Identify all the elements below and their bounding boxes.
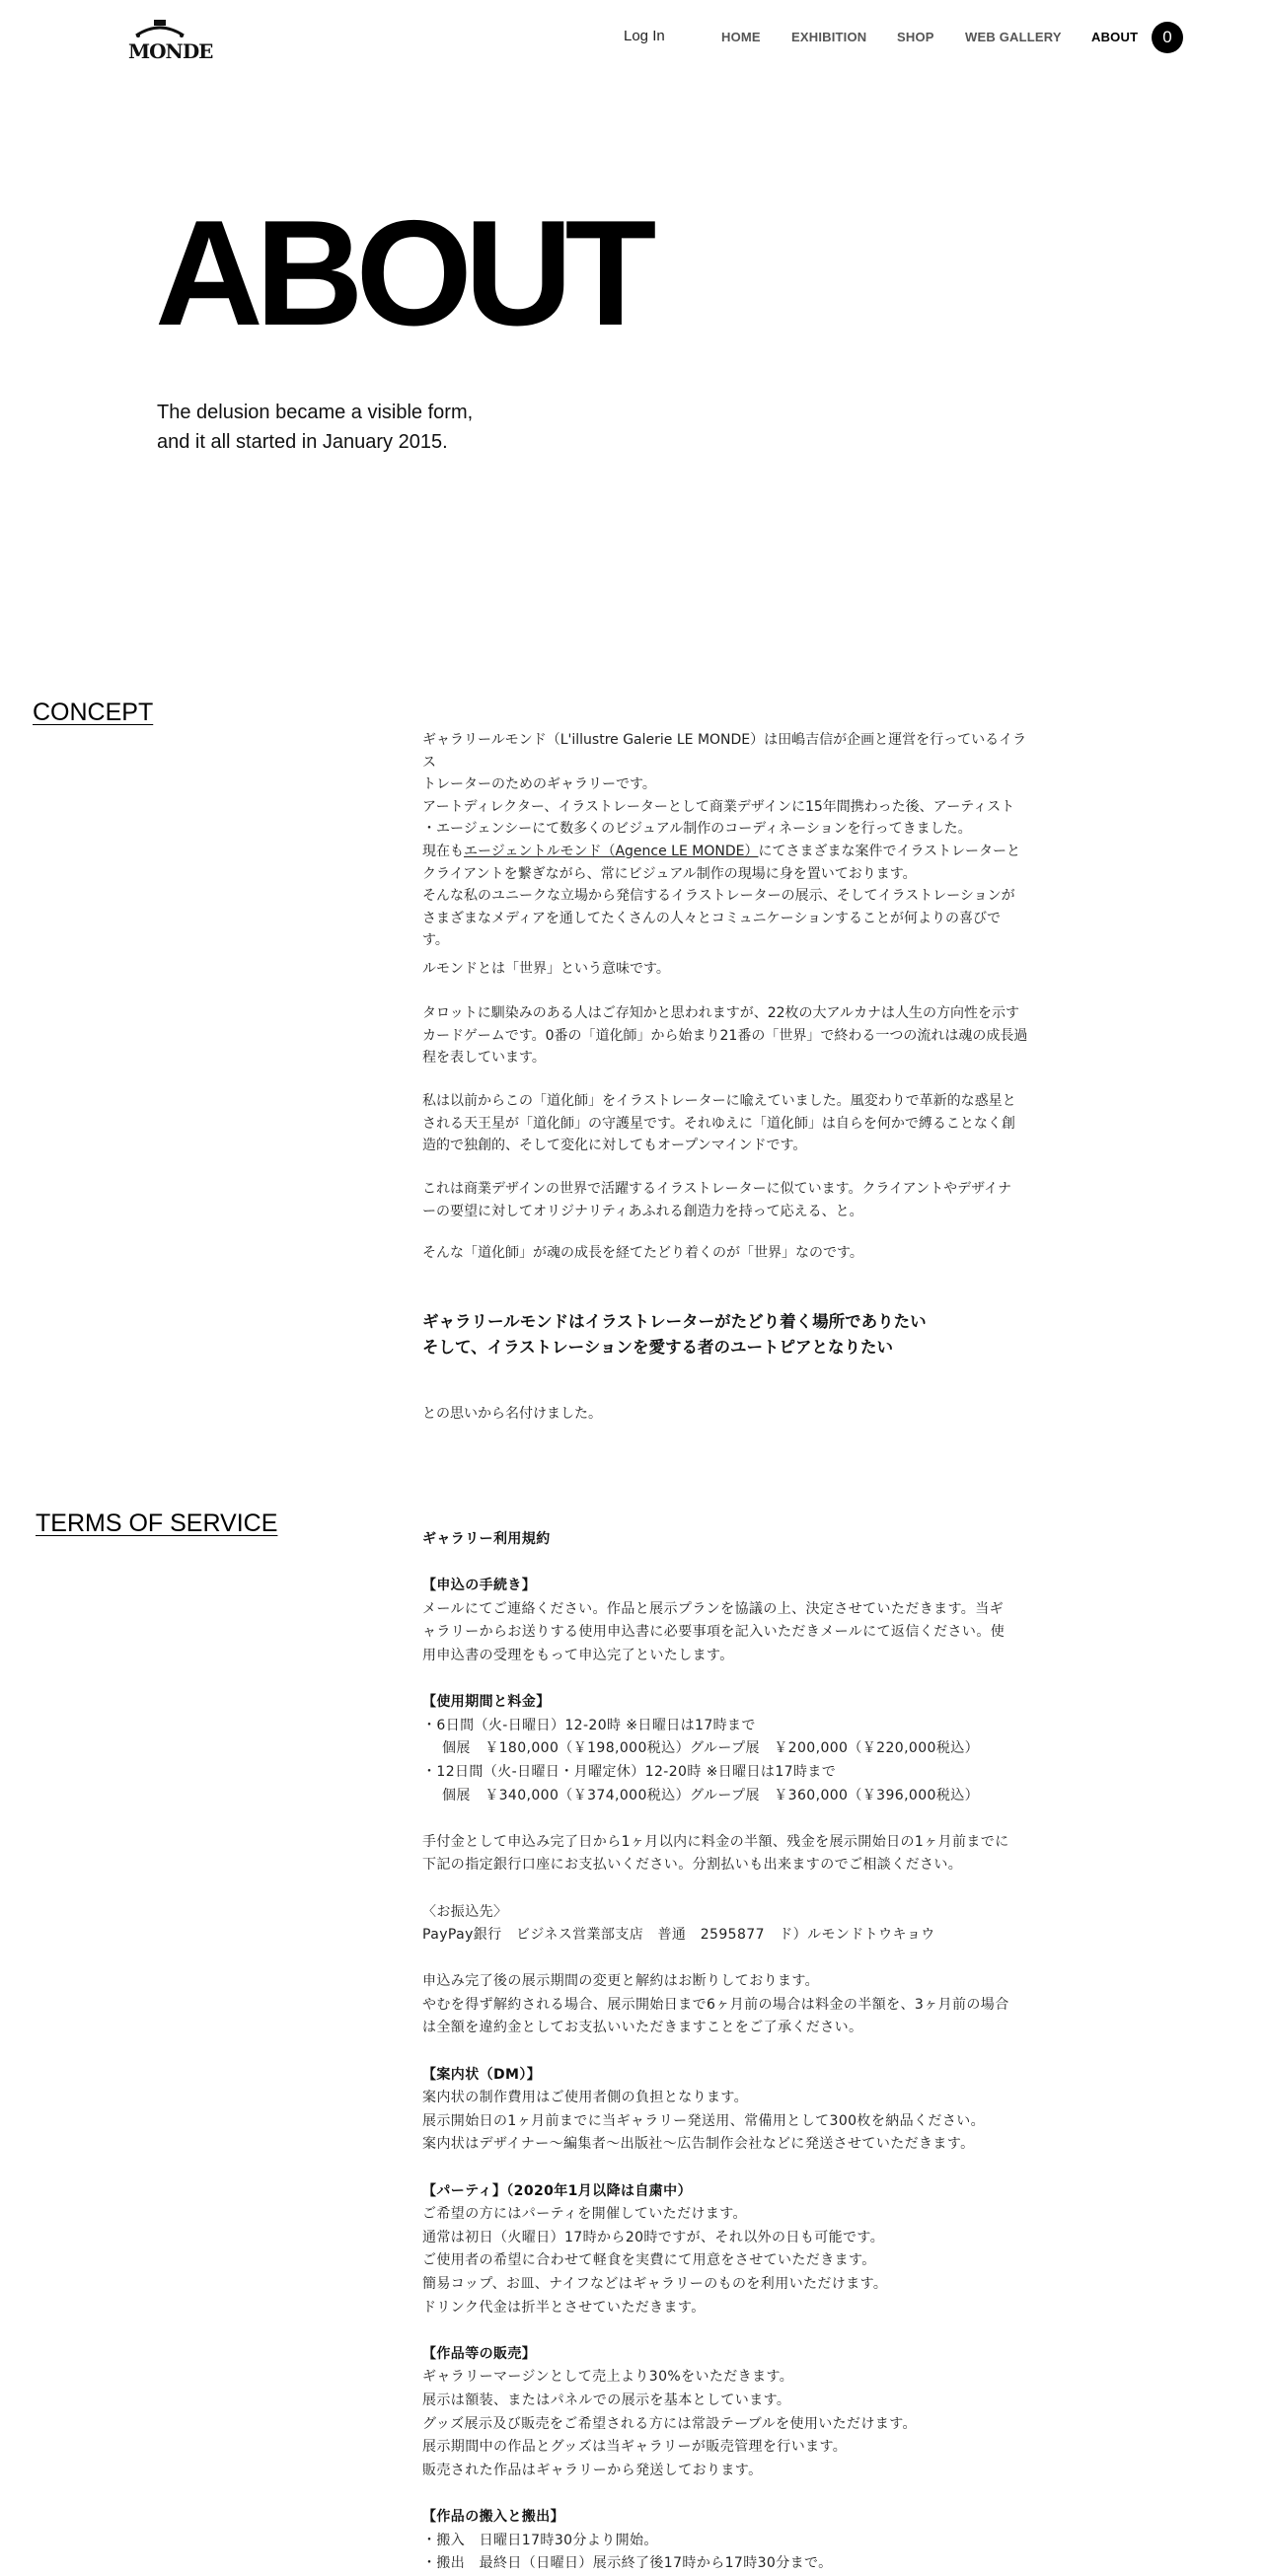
text-line: 展示は額装、またはパネルでの展示を基本としています。 [422, 2392, 791, 2408]
terms-heading: TERMS OF SERVICE [36, 1509, 278, 1537]
text-line: 個展 ￥180,000（￥198,000税込）グループ展 ￥200,000（￥220,000税込） [442, 1740, 980, 1757]
text-line: 展示開始日の1ヶ月前までに当ギャラリー発送用、常備用として300枚を納品ください。 [422, 2112, 986, 2129]
page-title: ABOUT [155, 189, 649, 357]
logo-emblem-icon [128, 18, 191, 39]
text-line: 通常は初日（火曜日）17時から20時ですが、それ以外の日も可能です。 [422, 2229, 885, 2245]
text-line: これは商業デザインの世界で活躍するイラストレーターに似ています。クライアントやデザイナ [422, 1181, 1012, 1197]
text-line: される天王星が「道化師」の守護星です。それゆえに「道化師」は自らを何かで縛ることなく創 [422, 1115, 1015, 1132]
terms-title: ギャラリー利用規約 [422, 1531, 551, 1547]
concept-paragraph [422, 1002, 1029, 1069]
nav-shop[interactable]: SHOP [897, 30, 934, 44]
text-line: タロットに馴染みのある人はご存知かと思われますが、22枚の大アルカナは人生の方向性を示す [422, 1005, 1019, 1021]
text-line: 用申込書の受理をもって申込完了といたします。 [422, 1647, 734, 1663]
text-line: ャラリーからお送りする使用申込書に必要事項を記入いただきメールにて返信ください。使 [422, 1624, 1006, 1641]
concept-paragraph [422, 1090, 1029, 1157]
hero-subtitle-line: and it all started in January 2015. [157, 431, 448, 453]
text-line: 案内状はデザイナー〜編集者〜出版社〜広告制作会社などに発送させていただきます。 [422, 2136, 975, 2153]
text-line: クライアントを繋ぎながら、常にビジュアル制作の現場に身を置いております。 [422, 865, 917, 882]
site-logo[interactable] [128, 18, 213, 67]
text-line: ギャラリールモンド（L'illustre Galerie LE MONDE）は田嶋吉信が企画と運営を行っているイラス [422, 732, 1027, 771]
concept-catchphrase [422, 1309, 1029, 1361]
text-line: ギャラリールモンドはイラストレーターがたどり着く場所でありたい [422, 1312, 927, 1331]
text-line: ご使用者の希望に合わせて軽食を実費にて用意をさせていただきます。 [422, 2252, 876, 2269]
text-line: 手付金として申込み完了日から1ヶ月以内に料金の半額、残金を展示開始日の1ヶ月前までに [422, 1833, 1009, 1850]
text-line: そんな「道化師」が魂の成長を経てたどり着くのが「世界」なのです。 [422, 1245, 863, 1261]
nav-home[interactable]: HOME [721, 30, 761, 44]
concept-intro [422, 729, 1029, 952]
text-line: 案内状の制作費用はご使用者側の負担となります。 [422, 2090, 749, 2106]
text-line: 程を表しています。 [422, 1050, 546, 1067]
terms-section-title: 【作品の搬入と搬出】 [422, 2508, 564, 2525]
text-span: にてさまざまな案件でイラストレーターと [758, 843, 1021, 859]
text-line: そんな私のユニークな立場から発信するイラストレーターの展示、そしてイラストレーションが [422, 888, 1015, 905]
text-span: 現在も [422, 843, 464, 859]
text-line: ・搬出 最終日（日曜日）展示終了後17時から17時30分まで。 [422, 2555, 833, 2572]
nav-web-gallery[interactable]: WEB GALLERY [965, 30, 1062, 44]
text-line: ・6日間（火-日曜日）12-20時 ※日曜日は17時まで [422, 1717, 756, 1733]
nav-about[interactable]: ABOUT [1091, 30, 1139, 44]
text-line: 簡易コップ、お皿、ナイフなどはギャラリーのものを利用いただけます。 [422, 2276, 888, 2292]
agence-le-monde-link[interactable]: エージェントルモンド（Agence LE MONDE） [464, 843, 759, 859]
cart-button[interactable] [1152, 22, 1183, 53]
logo-text: MONDE [128, 39, 213, 63]
text-line: さまざまなメディアを通してたくさんの人々とコミュニケーションすることが何よりの喜びで [422, 910, 1002, 926]
hero-subtitle [157, 398, 473, 457]
text-line: ーの要望に対してオリジナリティあふれる創造力を持って応える、と。 [422, 1203, 863, 1219]
text-line: 販売された作品はギャラリーから発送しております。 [422, 2462, 763, 2478]
text-line: PayPay銀行 ビジネス営業部支店 普通 2595877 ド）ルモンドトウキョウ [422, 1927, 935, 1944]
text-line: ・搬入 日曜日17時30分より開始。 [422, 2532, 658, 2548]
text-line: トレーターのためのギャラリーです。 [422, 776, 656, 793]
terms-section-title: 【作品等の販売】 [422, 2345, 537, 2362]
text-line: カードゲームです。0番の「道化師」から始まり21番の「世界」で終わる一つの流れは魂の成長過 [422, 1027, 1028, 1044]
text-line: やむを得ず解約される場合、展示開始日まで6ヶ月前の場合は料金の半額を、3ヶ月前の場合 [422, 1996, 1009, 2013]
text-line: ルモンドとは「世界」という意味です。 [422, 961, 670, 977]
terms-body [422, 1528, 1044, 2576]
concept-heading: CONCEPT [33, 699, 154, 726]
text-line: メールにてご連絡ください。作品と展示プランを協議の上、決定させていただきます。当ギ [422, 1600, 1004, 1617]
text-line: グッズ展示及び販売をご希望される方には常設テーブルを使用いただけます。 [422, 2415, 917, 2432]
concept-paragraph [422, 1242, 1029, 1265]
text-line: 〈お振込先〉 [422, 1903, 508, 1920]
cart-count: 0 [1162, 28, 1172, 46]
terms-section-title: 【案内状（DM）】 [422, 2066, 542, 2083]
text-line [422, 841, 1029, 863]
text-line: 造的で独創的、そして変化に対してもオープンマインドです。 [422, 1138, 807, 1154]
terms-section-title: 【申込の手続き】 [422, 1578, 537, 1594]
hero-subtitle-line: The delusion became a visible form, [157, 402, 474, 423]
terms-section-title: 【パーティ】（2020年1月以降は自粛中） [422, 2182, 692, 2199]
text-line: は全額を違約金としてお支払いいただきますことをご了承ください。 [422, 2020, 863, 2036]
concept-paragraph [422, 1403, 1029, 1426]
text-line: す。 [422, 932, 449, 949]
terms-section-title: 【使用期間と料金】 [422, 1694, 551, 1711]
concept-paragraph [422, 1178, 1029, 1222]
login-link[interactable]: Log In [624, 28, 665, 44]
text-line: ・エージェンシーにて数多くのビジュアル制作のコーディネーションを行ってきました。 [422, 821, 972, 838]
text-line: との思いから名付けました。 [422, 1406, 602, 1422]
text-line: 展示期間中の作品とグッズは当ギャラリーが販売管理を行います。 [422, 2439, 848, 2456]
text-line: ご希望の方にはパーティを開催していただけます。 [422, 2206, 747, 2223]
text-line: 申込み完了後の展示期間の変更と解約はお断りしております。 [422, 1973, 820, 1990]
text-line: 下記の指定銀行口座にお支払いください。分割払いも出来ますのでご相談ください。 [422, 1857, 963, 1874]
text-line: 個展 ￥340,000（￥374,000税込）グループ展 ￥360,000（￥396,000税込） [442, 1787, 980, 1803]
text-line: 私は以前からこの「道化師」をイラストレーターに喩えていました。風変わりで革新的な惑星と [422, 1093, 1016, 1109]
text-line: そして、イラストレーションを愛する者のユートピアとなりたい [422, 1338, 894, 1357]
concept-paragraph [422, 958, 1029, 981]
text-line: ギャラリーマージンとして売上より30%をいただきます。 [422, 2369, 794, 2386]
nav-exhibition[interactable]: EXHIBITION [791, 30, 867, 44]
text-line: ・12日間（火-日曜日・月曜定休）12-20時 ※日曜日は17時まで [422, 1763, 837, 1780]
text-line: アートディレクター、イラストレーターとして商業デザインに15年間携わった後、アーティスト [422, 798, 1015, 815]
text-line: ドリンク代金は折半とさせていただきます。 [422, 2299, 706, 2316]
